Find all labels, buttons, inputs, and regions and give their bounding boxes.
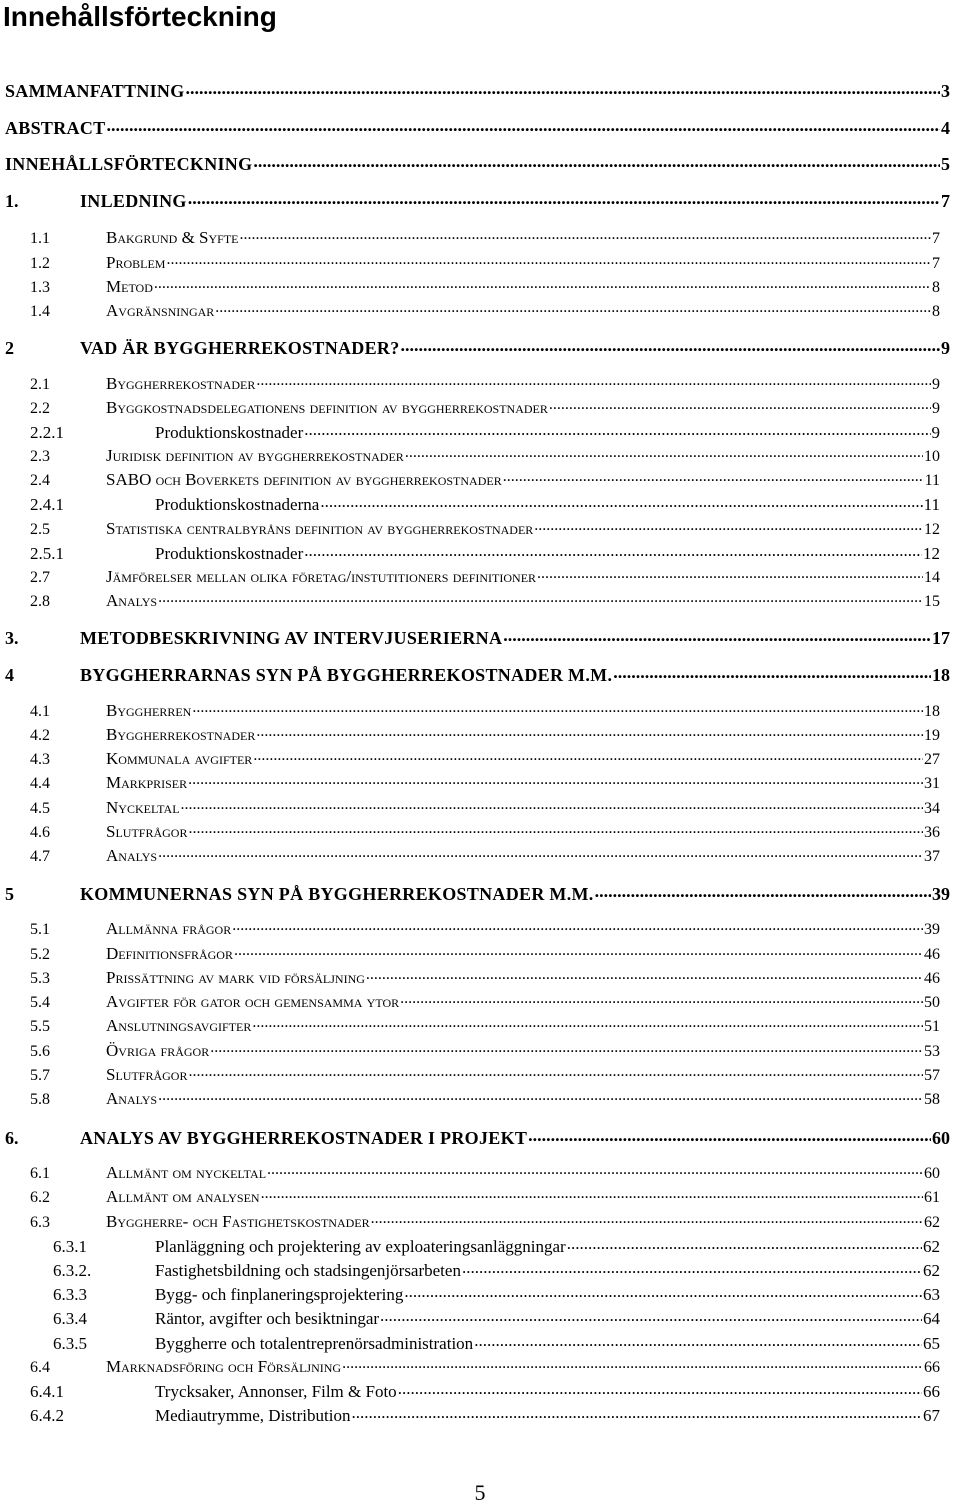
toc-leader-dots [534,518,923,534]
toc-entry[interactable] [30,252,940,273]
toc-entry[interactable] [30,943,940,964]
toc-entry-title: Avgränsningar [106,301,215,320]
toc-entry-title: Produktionskostnaderna [155,495,320,514]
toc-entry-page: 10 [924,448,940,465]
toc-entry[interactable] [5,1126,950,1149]
toc-entry-title: Problem [106,253,166,272]
toc-entry[interactable] [53,1259,940,1281]
toc-entry-title: INNEHÅLLSFÖRTECKNING [5,154,253,174]
toc-leader-dots [181,797,923,813]
toc-entry-number: 2.4.1 [30,495,64,514]
toc-entry-title: Bygg- och finplaneringsprojektering [155,1285,404,1304]
toc-entry-title: BYGGHERRARNAS SYN PÅ BYGGHERREKOSTNADER M.M. [80,665,613,685]
toc-entry-page: 63 [923,1285,940,1304]
toc-entry-page: 14 [924,569,940,586]
toc-entry-number: 3. [5,628,19,648]
toc-entry[interactable] [30,421,940,443]
toc-leader-dots [366,967,923,983]
toc-entry-page: 58 [924,1091,940,1108]
toc-entry-page: 3 [941,81,950,101]
toc-entry-page: 4 [941,118,950,138]
toc-entry-title: Kommunala avgifter [106,749,253,768]
toc-entry-number: 2.4 [30,472,50,489]
toc-entry-number: 6.3.2. [53,1261,92,1280]
toc-entry-title: Trycksaker, Annonser, Film & Foto [155,1382,397,1401]
toc-entry-number: 4.5 [30,800,50,817]
toc-leader-dots [462,1259,922,1276]
toc-entry[interactable] [30,493,940,515]
toc-entry-title: VAD ÄR BYGGHERREKOSTNADER? [80,338,400,358]
toc-entry-page: 7 [932,255,940,272]
toc-entry-title: Produktionskostnader [155,544,304,563]
toc-leader-dots [188,189,940,207]
toc-leader-dots [304,542,922,559]
toc-entry-page: 51 [924,1018,940,1035]
toc-entry-title: KOMMUNERNAS SYN PÅ BYGGHERREKOSTNADER M.M. [80,884,594,904]
toc-entry-page: 62 [923,1237,940,1256]
toc-entry-number: 6.3.5 [53,1334,87,1353]
toc-entry-page: 67 [923,1406,940,1425]
toc-entry-number: 6.3.4 [53,1309,87,1328]
toc-entry[interactable] [30,991,940,1012]
toc-entry-number: 1.1 [30,230,50,247]
toc-leader-dots [188,772,923,788]
toc-entry-number: 5.7 [30,1067,50,1084]
toc-entry-page: 19 [924,727,940,744]
toc-leader-dots [549,397,931,413]
toc-entry-number: 2.7 [30,569,50,586]
toc-leader-dots [232,918,923,934]
toc-entry[interactable] [30,967,940,988]
toc-entry-title: INLEDNING [80,191,187,211]
toc-entry-title: Mediautrymme, Distribution [155,1406,351,1425]
toc-entry-number: 6.2 [30,1189,50,1206]
toc-entry-number: 6. [5,1128,19,1148]
toc-leader-dots [210,1040,923,1056]
toc-leader-dots [380,1307,922,1324]
toc-entry-title: Allmänna frågor [106,919,232,938]
toc-entry[interactable] [53,1332,940,1354]
toc-leader-dots [503,469,924,485]
toc-entry-page: 65 [923,1334,940,1353]
toc-entry-title: Statistiska centralbyråns definition av byggherrekostnader [106,519,534,538]
toc-entry-title: Anslutningsavgifter [106,1016,252,1035]
page-title: Innehållsförteckning [3,1,277,32]
toc-entry[interactable] [5,189,950,212]
toc-leader-dots [188,1064,923,1080]
toc-entry[interactable] [30,1404,940,1426]
toc-leader-dots [405,445,923,461]
toc-entry-number: 4.3 [30,751,50,768]
toc-entry-number: 2.5.1 [30,544,64,563]
toc-entry-number: 5.3 [30,970,50,987]
toc-leader-dots [240,227,931,243]
toc-entry[interactable] [30,227,940,248]
toc-leader-dots [158,590,923,606]
toc-entry-title: Analys [106,1089,158,1108]
toc-entry-number: 6.4.2 [30,1406,64,1425]
toc-entry-title: Analys [106,591,158,610]
toc-entry-page: 36 [924,824,940,841]
toc-entry-page: 18 [932,665,950,685]
toc-leader-dots [261,1186,923,1202]
toc-entry-title: Bakgrund & Syfte [106,228,239,247]
toc-leader-dots [215,300,931,316]
toc-entry-page: 7 [941,191,950,211]
toc-entry-page: 17 [932,628,950,648]
toc-entry[interactable] [30,1186,940,1207]
toc-entry-number: 5.8 [30,1091,50,1108]
toc-entry-page: 8 [932,303,940,320]
toc-entry[interactable] [5,663,950,686]
toc-entry-title: Byggherrekostnader [106,374,256,393]
toc-entry[interactable] [5,79,950,102]
toc-entry-title: Slutfrågor [106,1065,188,1084]
toc-entry-page: 57 [924,1067,940,1084]
toc-entry-number: 4.2 [30,727,50,744]
toc-entry[interactable] [30,1040,940,1061]
toc-entry-title: Slutfrågor [106,822,188,841]
toc-entry-title: Juridisk definition av byggherrekostnader [106,446,404,465]
toc-leader-dots [154,276,931,292]
toc-entry-page: 5 [941,154,950,174]
toc-entry-title: Räntor, avgifter och besiktningar [155,1309,380,1328]
toc-entry-number: 5.5 [30,1018,50,1035]
toc-entry[interactable] [30,1211,940,1232]
toc-leader-dots [188,821,923,837]
toc-leader-dots [567,1235,922,1252]
toc-entry[interactable] [30,1380,940,1402]
toc-entry-number: 6.1 [30,1165,50,1182]
toc-entry-title: Byggkostnadsdelegationens definition av byggherrekostnader [106,398,548,417]
toc-entry[interactable] [30,1356,940,1377]
toc-entry-title: METODBESKRIVNING AV INTERVJUSERIERNA [80,628,503,648]
toc-entry-title: Byggherrekostnader [106,725,256,744]
toc-leader-dots [192,700,923,716]
toc-entry-title: Metod [106,277,153,296]
toc-entry-page: 53 [924,1043,940,1060]
toc-leader-dots [106,116,940,134]
toc-entry-page: 46 [924,946,940,963]
page-number: 5 [474,1480,486,1505]
toc-entry-number: 6.3.3 [53,1285,87,1304]
toc-entry-page: 12 [924,521,940,538]
toc-entry-title: Analys [106,846,158,865]
toc-entry[interactable] [5,116,950,139]
toc-leader-dots [166,252,931,268]
toc-leader-dots [256,724,923,740]
toc-entry-number: 6.4 [30,1359,50,1376]
toc-leader-dots [342,1356,923,1372]
toc-entry[interactable] [30,518,940,539]
toc-entry-number: 1.3 [30,279,50,296]
toc-entry-page: 61 [924,1189,940,1206]
toc-entry-number: 1.2 [30,255,50,272]
toc-entry-page: 62 [924,1214,940,1231]
toc-entry-page: 9 [932,376,940,393]
toc-entry-title: Byggherre- och Fastighetskostnader [106,1212,370,1231]
toc-entry-title: Jämförelser mellan olika företag/instutitioners definitioner [106,567,537,586]
toc-entry-number: 6.4.1 [30,1382,64,1401]
toc-entry-number: 2.2 [30,400,50,417]
toc-entry-page: 46 [924,970,940,987]
toc-entry-number: 2.2.1 [30,423,64,442]
toc-entry-title: Byggherre och totalentreprenörsadministration [155,1334,474,1353]
toc-entry[interactable] [5,336,950,359]
toc-entry[interactable] [30,1162,940,1183]
toc-entry[interactable] [30,918,940,939]
toc-entry-page: 37 [924,848,940,865]
toc-entry[interactable] [5,882,950,905]
toc-entry[interactable] [30,748,940,769]
toc-entry-page: 64 [923,1309,940,1328]
toc-entry[interactable] [30,373,940,394]
toc-entry[interactable] [53,1307,940,1329]
toc-leader-dots [371,1211,923,1227]
toc-entry-page: 66 [924,1359,940,1376]
toc-leader-dots [304,421,930,438]
toc-entry-title: ANALYS AV BYGGHERREKOSTNADER I PROJEKT [80,1128,528,1148]
toc-entry-number: 5.4 [30,994,50,1011]
toc-entry[interactable] [30,590,940,611]
toc-leader-dots [351,1404,922,1421]
toc-leader-dots [400,991,923,1007]
toc-leader-dots [252,1015,923,1031]
toc-entry-page: 60 [932,1128,950,1148]
toc-entry-number: 6.3 [30,1214,50,1231]
toc-leader-dots [595,882,931,900]
toc-entry-number: 4 [5,665,14,685]
toc-leader-dots [401,336,940,354]
toc-entry[interactable] [53,1283,940,1305]
toc-entry-title: ABSTRACT [5,118,106,138]
toc-entry-number: 2.1 [30,376,50,393]
toc-entry[interactable] [5,152,950,175]
toc-entry-number: 4.7 [30,848,50,865]
toc-entry-page: 34 [924,800,940,817]
toc-entry-title: Nyckeltal [106,798,180,817]
toc-entry-number: 5.1 [30,921,50,938]
toc-entry-number: 5 [5,884,14,904]
toc-entry-page: 12 [923,544,940,563]
toc-leader-dots [253,152,940,170]
toc-entry[interactable] [30,445,940,466]
toc-entry[interactable] [30,566,940,587]
toc-entry[interactable] [30,276,940,297]
toc-leader-dots [320,493,922,510]
toc-entry-number: 4.1 [30,703,50,720]
toc-entry-page: 39 [932,884,950,904]
toc-entry-title: Övriga frågor [106,1041,210,1060]
toc-entry-title: Planläggning och projektering av exploateringsanläggningar [155,1237,566,1256]
toc-entry[interactable] [30,469,940,490]
toc-entry-page: 18 [924,703,940,720]
toc-entry-title: SAMMANFATTNING [5,81,185,101]
toc-leader-dots [537,566,923,582]
toc-entry-number: 4.6 [30,824,50,841]
toc-entry-title: Marknadsföring och Försäljning [106,1357,342,1376]
toc-entry-number: 2.5 [30,521,50,538]
toc-entry-title: Allmänt om analysen [106,1187,260,1206]
toc-entry-number: 2 [5,338,14,358]
toc-entry-page: 7 [932,230,940,247]
toc-entry-page: 60 [924,1165,940,1182]
toc-entry-page: 9 [932,400,940,417]
toc-entry[interactable] [30,821,940,842]
toc-entry-title: Prissättning av mark vid försäljning [106,968,365,987]
toc-entry-page: 9 [941,338,950,358]
toc-leader-dots [528,1126,931,1144]
toc-entry-page: 27 [924,751,940,768]
toc-entry-number: 5.2 [30,946,50,963]
toc-entry[interactable] [30,700,940,721]
toc-leader-dots [474,1332,922,1349]
toc-entry-number: 1. [5,191,19,211]
toc-entry[interactable] [30,797,940,818]
toc-entry-page: 66 [923,1382,940,1401]
toc-entry-title: Markpriser [106,773,188,792]
toc-entry-number: 6.3.1 [53,1237,87,1256]
toc-leader-dots [503,626,931,644]
toc-entry[interactable] [30,1015,940,1036]
toc-entry-title: SABO och Boverkets definition av byggherrekostnader [106,470,502,489]
toc-leader-dots [256,373,931,389]
toc-entry[interactable] [30,397,940,418]
toc-entry[interactable] [30,772,940,793]
toc-entry-page: 31 [924,775,940,792]
toc-entry-number: 2.3 [30,448,50,465]
toc-entry-page: 8 [932,279,940,296]
toc-leader-dots [404,1283,922,1300]
toc-entry[interactable] [5,626,950,649]
toc-entry-page: 50 [924,994,940,1011]
toc-entry-page: 11 [924,472,940,489]
toc-entry-title: Produktionskostnader [155,423,304,442]
toc-leader-dots [398,1380,922,1397]
toc-entry[interactable] [30,724,940,745]
toc-entry-page: 11 [923,495,940,514]
toc-entry-title: Avgifter för gator och gemensamma ytor [106,992,400,1011]
toc-entry-number: 4.4 [30,775,50,792]
toc-leader-dots [234,943,923,959]
toc-leader-dots [613,663,931,681]
toc-entry[interactable] [30,1064,940,1085]
toc-entry[interactable] [30,542,940,564]
toc-entry-title: Fastighetsbildning och stadsingenjörsarbeten [155,1261,461,1280]
toc-leader-dots [158,845,923,861]
toc-entry-number: 5.6 [30,1043,50,1060]
toc-entry-title: Byggherren [106,701,192,720]
toc-entry-page: 15 [924,593,940,610]
toc-entry[interactable] [30,1088,940,1109]
toc-leader-dots [267,1162,923,1178]
toc-entry-title: Definitionsfrågor [106,944,233,963]
toc-entry[interactable] [53,1235,940,1257]
toc-entry-title: Allmänt om nyckeltal [106,1163,267,1182]
toc-entry-number: 2.8 [30,593,50,610]
toc-leader-dots [186,79,940,97]
toc-entry-page: 9 [931,423,940,442]
toc-entry[interactable] [30,845,940,866]
toc-entry-page: 62 [923,1261,940,1280]
toc-entry[interactable] [30,300,940,321]
toc-entry-number: 1.4 [30,303,50,320]
toc-leader-dots [253,748,923,764]
toc-leader-dots [158,1088,923,1104]
toc-entry-page: 39 [924,921,940,938]
